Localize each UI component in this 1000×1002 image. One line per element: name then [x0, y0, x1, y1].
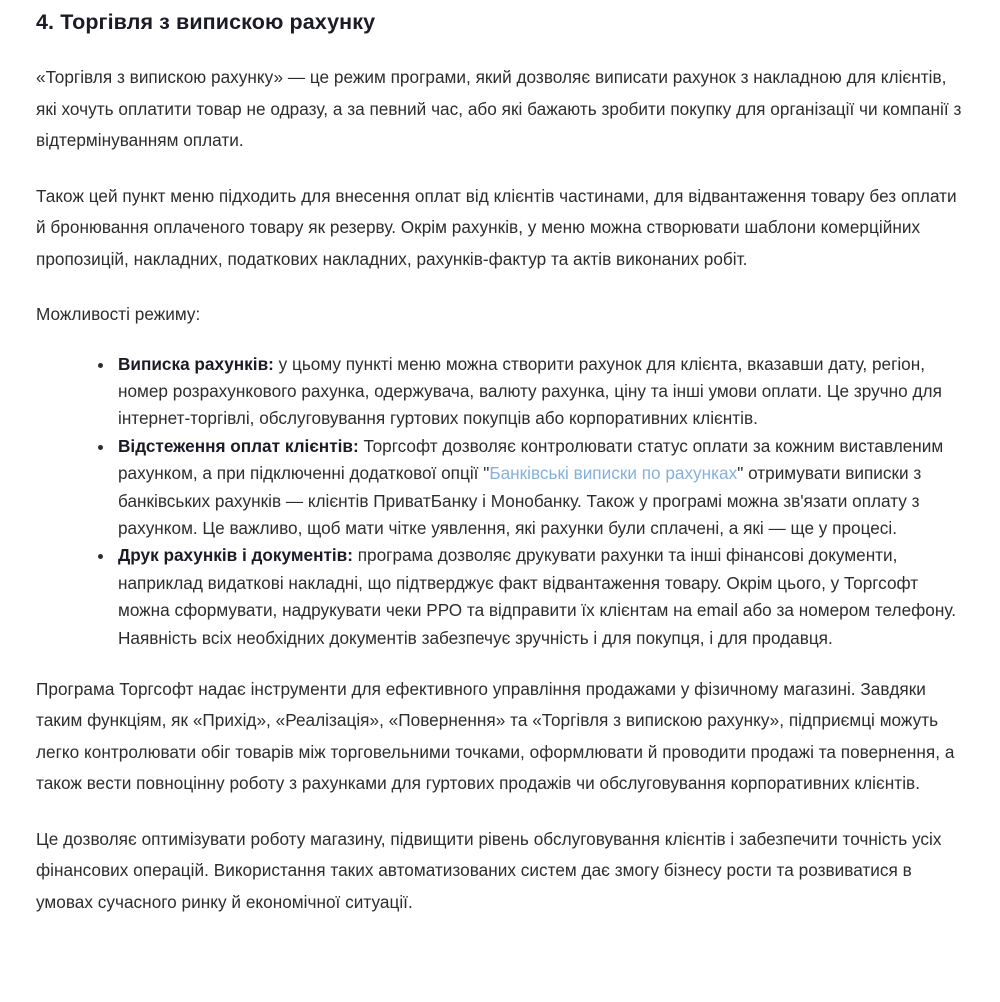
page-title: 4. Торгівля з випискою рахунку [36, 10, 376, 34]
closing-paragraph-2: Це дозволяє оптимізувати роботу магазину, підвищити рівень обслуговування клієнтів і забезпечити точність усіх фінансових операцій. Використання таких автоматизованих систем дає змогу бізнесу рости та розвиватися в умовах сучасного ринку й економічної ситуації. [36, 828, 942, 912]
list-item [98, 351, 964, 433]
list-item-lead: Відстеження оплат клієнтів: [118, 435, 359, 456]
closing-paragraph-1: Програма Торгсофт надає інструменти для ефективного управління продажами у фізичному магазині. Завдяки таким функціям, як «Прихід», «Реалізація», «Повернення» та «Торгівля з випискою рахунку», підприємці можуть легко контролювати обіг товарів між торговельними точками, оформлювати й проводити продажі та повернення, а також вести повноцінну роботу з рахунками для гуртових продажів чи обслуговування корпоративних клієнтів. [36, 678, 955, 794]
list-item-lead: Друк рахунків і документів: [118, 545, 353, 566]
feature-list-intro: Можливості режиму: [36, 304, 201, 324]
list-item-text: у цьому пункті меню можна створити рахунок для клієнта, вказавши дату, регіон, номер розрахункового рахунка, одержувача, валюту рахунка, ціну та інші умови оплати. Це зручно для інтернет-торгівлі, обслуговування гуртових покупців або корпоративних клієнтів. [118, 353, 942, 429]
list-item-text-after-link: " отримувати виписки з банківських рахунків — клієнтів ПриватБанку і Монобанку. Також у програмі можна зв'язати оплату з рахунком. Це важливо, щоб мати чітке уявлення, які рахунки були сплачені, а які — ще у процесі. [118, 463, 922, 538]
list-item [98, 433, 964, 543]
list-item-text-before-link: Торгсофт дозволяє контролювати статус оплати за кожним виставленим рахунком, а при підключенні додаткової опції " [118, 435, 944, 484]
list-item-lead: Виписка рахунків: [118, 353, 274, 374]
list-item [98, 542, 964, 652]
list-item-text: програма дозволяє друкувати рахунки та інші фінансові документи, наприклад видаткові накладні, що підтверджує факт відвантаження товару. Окрім цього, у Торгсофт можна сформувати, надрукувати чеки РРО та відправити їх клієнтам на email або за номером телефону. Наявність всіх необхідних документів забезпечує зручність і для покупця, і для продавця. [118, 545, 956, 648]
feature-list [36, 351, 964, 652]
intro-paragraph-1: «Торгівля з випискою рахунку» — це режим програми, який дозволяє виписати рахунок з накладною для клієнтів, які хочуть оплатити товар не одразу, а за певний час, або які бажають зробити покупку для організації чи компанії з відтермінуванням оплати. [36, 67, 962, 150]
intro-paragraph-2: Також цей пункт меню підходить для внесення оплат від клієнтів частинами, для відвантаження товару без оплати й бронювання оплаченого товару як резерву. Окрім рахунків, у меню можна створювати шаблони комерційних пропозицій, накладних, податкових накладних, рахунків-фактур та актів виконаних робіт. [36, 185, 957, 269]
bank-statements-link[interactable]: Банківські виписки по рахунках [489, 463, 738, 484]
